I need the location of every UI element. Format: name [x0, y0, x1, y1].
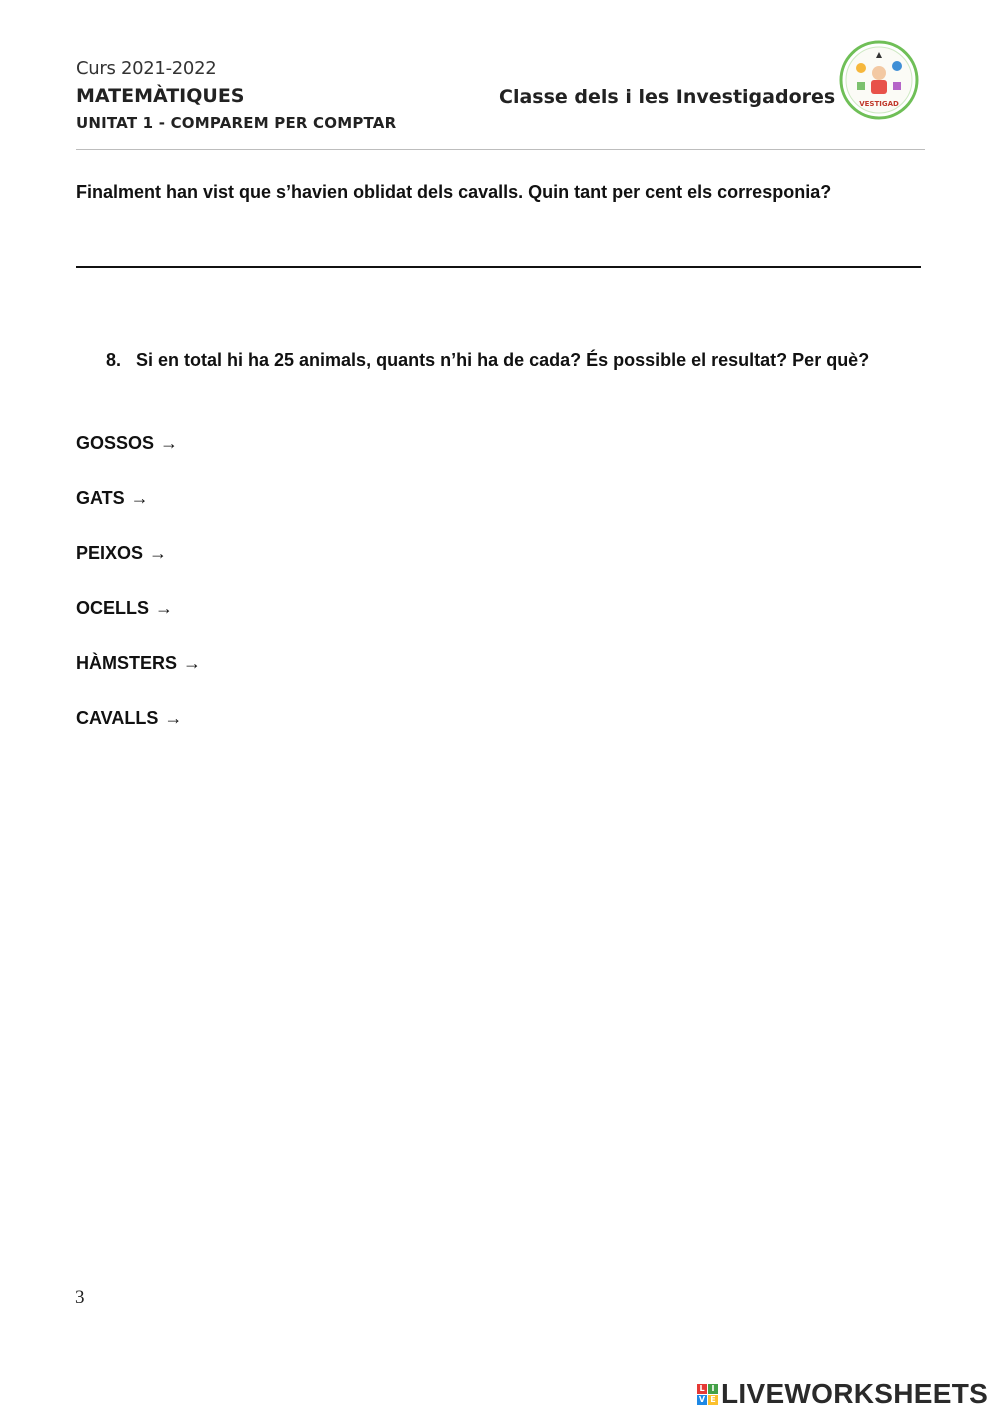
animal-row-peixos	[76, 543, 167, 564]
animal-label: HÀMSTERS	[76, 653, 178, 673]
liveworksheets-logo-icon: L I V E	[697, 1384, 718, 1405]
liveworksheets-brand	[697, 1378, 988, 1410]
header-class-name: Classe dels i les Investigadores	[499, 86, 836, 108]
animal-label: GATS	[76, 488, 125, 508]
animal-row-gossos	[76, 433, 178, 454]
arrow-icon: →	[160, 433, 179, 453]
animal-label: CAVALLS	[76, 708, 159, 728]
header-subject: MATEMÀTIQUES	[76, 85, 245, 107]
svg-text:VESTIGAD: VESTIGAD	[859, 100, 899, 108]
question-8-text: Si en total hi ha 25 animals, quants n’hi ha de cada? És possible el resultat? Per què?	[136, 350, 870, 370]
liveworksheets-wordmark: LIVEWORKSHEETS	[721, 1378, 989, 1409]
page-number: 3	[75, 1287, 85, 1308]
arrow-icon: →	[130, 488, 149, 508]
arrow-icon: →	[183, 653, 202, 673]
question-8-number: 8.	[106, 350, 122, 370]
arrow-icon: →	[164, 708, 183, 728]
header-unit: UNITAT 1 - COMPAREM PER COMPTAR	[76, 114, 397, 132]
animal-label: OCELLS	[76, 598, 150, 618]
arrow-icon: →	[155, 598, 174, 618]
header-divider	[76, 149, 925, 150]
answer-line[interactable]	[76, 266, 921, 268]
header-course: Curs 2021-2022	[76, 58, 217, 79]
animal-label: GOSSOS	[76, 433, 155, 453]
animal-row-gats	[76, 488, 149, 509]
animal-row-cavalls	[76, 708, 182, 729]
question-7-text: Finalment han vist que s’havien oblidat dels cavalls. Quin tant per cent els corresponia?	[76, 182, 832, 202]
class-logo	[839, 40, 919, 120]
animal-row-ocells	[76, 598, 173, 619]
arrow-icon: →	[149, 543, 168, 563]
animal-label: PEIXOS	[76, 543, 144, 563]
animal-row-hamsters	[76, 653, 201, 674]
